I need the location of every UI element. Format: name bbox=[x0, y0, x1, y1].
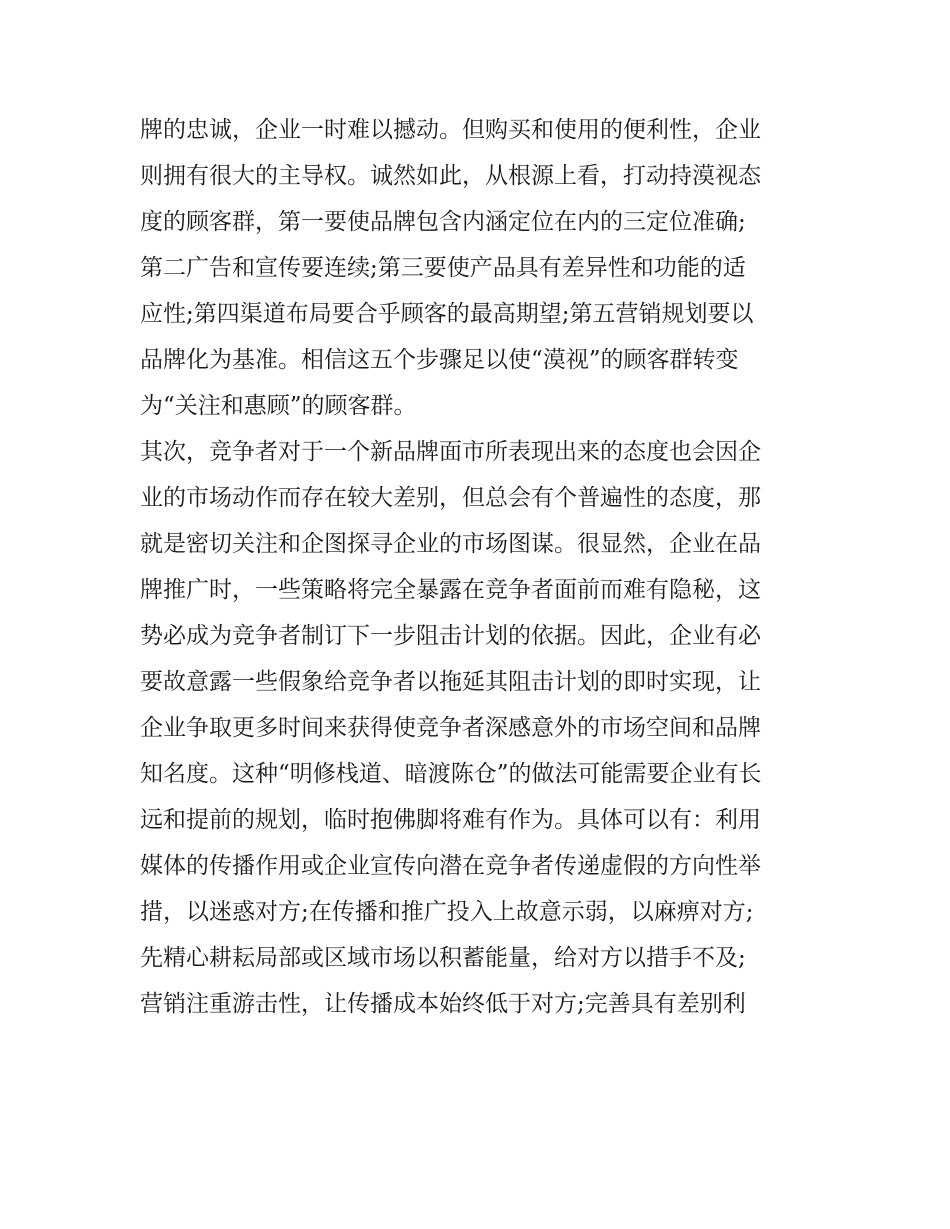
text-line: 营销注重游击性，让传播成本始终低于对方;完善具有差别利 bbox=[140, 991, 746, 1017]
text-line: 措，以迷惑对方;在传播和推广投入上故意示弱，以麻痹对方; bbox=[140, 899, 754, 925]
text-line: 度的顾客群，第一要使品牌包含内涵定位在内的三定位准确; bbox=[140, 209, 746, 235]
text-line: 牌的忠诚，企业一时难以撼动。但购买和使用的便利性，企业 bbox=[140, 117, 761, 143]
text-line: 第二广告和宣传要连续;第三要使产品具有差异性和功能的适 bbox=[140, 255, 746, 281]
text-line: 知名度。这种“明修栈道、暗渡陈仓”的做法可能需要企业有长 bbox=[140, 761, 762, 787]
text-line: 其次，竞争者对于一个新品牌面市所表现出来的态度也会因企 bbox=[140, 439, 761, 465]
text-line: 势必成为竞争者制订下一步阻击计划的依据。因此，企业有必 bbox=[140, 623, 761, 649]
text-line: 先精心耕耘局部或区域市场以积蓄能量，给对方以措手不及; bbox=[140, 945, 746, 971]
text-line: 业的市场动作而存在较大差别，但总会有个普遍性的态度，那 bbox=[140, 485, 761, 511]
text-line: 为“关注和惠顾”的顾客群。 bbox=[140, 393, 417, 419]
text-line: 品牌化为基准。相信这五个步骤足以使“漠视”的顾客群转变 bbox=[140, 347, 739, 373]
body-text bbox=[140, 107, 830, 1027]
text-line: 就是密切关注和企图探寻企业的市场图谋。很显然，企业在品 bbox=[140, 531, 761, 557]
text-line: 媒体的传播作用或企业宣传向潜在竞争者传递虚假的方向性举 bbox=[140, 853, 761, 879]
text-line: 应性;第四渠道布局要合乎顾客的最高期望;第五营销规划要以 bbox=[140, 301, 754, 327]
text-line: 远和提前的规划，临时抱佛脚将难有作为。具体可以有：利用 bbox=[140, 807, 761, 833]
text-line: 牌推广时，一些策略将完全暴露在竞争者面前而难有隐秘，这 bbox=[140, 577, 761, 603]
text-line: 企业争取更多时间来获得使竞争者深感意外的市场空间和品牌 bbox=[140, 715, 761, 741]
text-line: 要故意露一些假象给竞争者以拖延其阻击计划的即时实现，让 bbox=[140, 669, 761, 695]
text-line: 则拥有很大的主导权。诚然如此，从根源上看，打动持漠视态 bbox=[140, 163, 761, 189]
